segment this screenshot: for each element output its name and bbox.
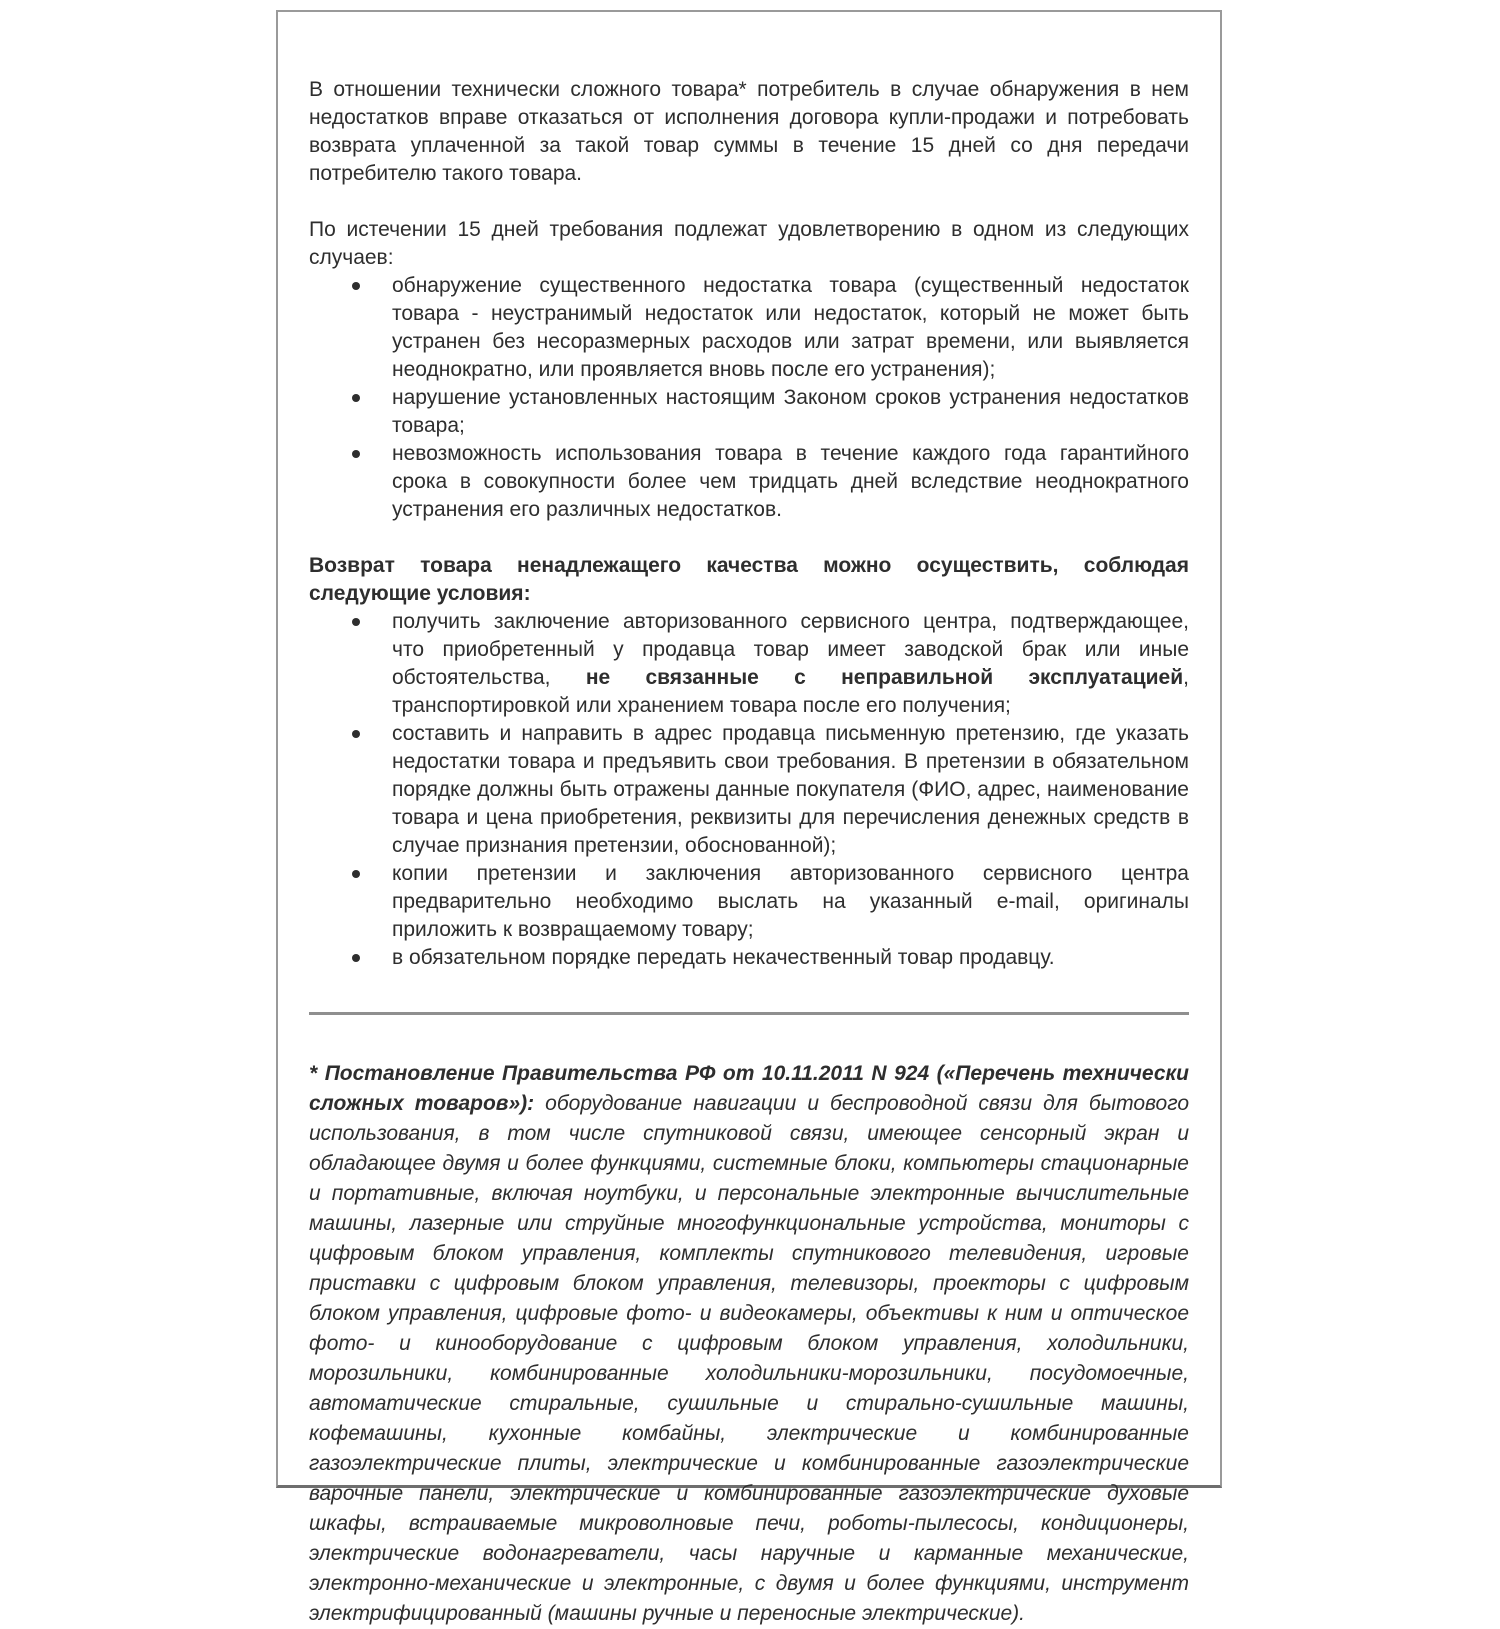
condition-text-post: , транспортировкой или хранением товара после его получения;: [392, 666, 1189, 717]
list-item: [392, 608, 1189, 720]
cases-list: [309, 272, 1189, 524]
document-page: [276, 10, 1222, 1625]
list-item: невозможность использования товара в течение каждого года гарантийного срока в совокупности более чем тридцать дней вследствие неоднократного устранения его различных недостатков.: [392, 440, 1189, 524]
condition-text-pre: получить заключение авторизованного сервисного центра, подтверждающее, что приобретенный у продавца товар имеет заводской брак или иные обстоятельства,: [392, 610, 1189, 689]
cases-lead-paragraph: По истечении 15 дней требования подлежат удовлетворению в одном из следующих случаев:: [309, 218, 1189, 269]
document-content: [278, 12, 1220, 1629]
list-item: в обязательном порядке передать некачественный товар продавцу.: [392, 944, 1189, 972]
list-item: обнаружение существенного недостатка товара (существенный недостаток товара - неустранимый недостаток или недостаток, который не может быть устранен без несоразмерных расходов или затрат времени, или выявляется неоднократно, или проявляется вновь после его устранения);: [392, 272, 1189, 384]
footnote-title: * Постановление Правительства РФ от 10.11.2011 N 924 («Перечень технически сложных товаров»):: [309, 1062, 1189, 1115]
list-item: составить и направить в адрес продавца письменную претензию, где указать недостатки товара и предъявить свои требования. В претензии в обязательном порядке должны быть отражены данные покупателя (ФИО, адрес, наименование товара и цена приобретения, реквизиты для перечисления денежных средств в случае признания претензии, обоснованной);: [392, 720, 1189, 860]
footnote-body: оборудование навигации и беспроводной связи для бытового использования, в том числе спутниковой связи, имеющее сенсорный экран и обладающее двумя и более функциями, системные блоки, компьютеры стационарные и портативные, включая ноутбуки, и персональные электронные вычислительные машины, лазерные или струйные многофункциональные устройства, мониторы с цифровым блоком управления, комплекты спутникового телевидения, игровые приставки с цифровым блоком управления, телевизоры, проекторы с цифровым блоком управления, цифровые фото- и видеокамеры, объективы к ним и оптическое фото- и кинооборудование с цифровым блоком управления, холодильники, морозильники, комбинированные холодильники-морозильники, посудомоечные, автоматические стиральные, сушильные и стирально-сушильные машины, кофемашины, кухонные комбайны, электрические и комбинированные газоэлектрические плиты, электрические и комбинированные газоэлектрические варочные панели, электрические и комбинированные газоэлектрические духовые шкафы, встраиваемые микроволновые печи, роботы-пылесосы, кондиционеры, электрические водонагреватели, часы наручные и карманные механические, электронно-механические и электронные, с двумя и более функциями, инструмент электрифицированный (машины ручные и переносные электрические).: [309, 1092, 1190, 1625]
footnote-paragraph: [309, 1059, 1189, 1629]
condition-text-bold: не связанные с неправильной эксплуатацией: [585, 666, 1184, 689]
conditions-list: [309, 608, 1189, 972]
list-item: копии претензии и заключения авторизованного сервисного центра предварительно необходимо выслать на указанный e-mail, оригиналы приложить к возвращаемому товару;: [392, 860, 1189, 944]
section-divider: [309, 1012, 1189, 1015]
intro-paragraph: В отношении технически сложного товара* потребитель в случае обнаружения в нем недостатков вправе отказаться от исполнения договора купли-продажи и потребовать возврата уплаченной за такой товар суммы в течение 15 дней со дня передачи потребителю такого товара.: [309, 78, 1189, 185]
list-item: нарушение установленных настоящим Законом сроков устранения недостатков товара;: [392, 384, 1189, 440]
conditions-heading: Возврат товара ненадлежащего качества можно осуществить, соблюдая следующие условия:: [309, 554, 1189, 605]
